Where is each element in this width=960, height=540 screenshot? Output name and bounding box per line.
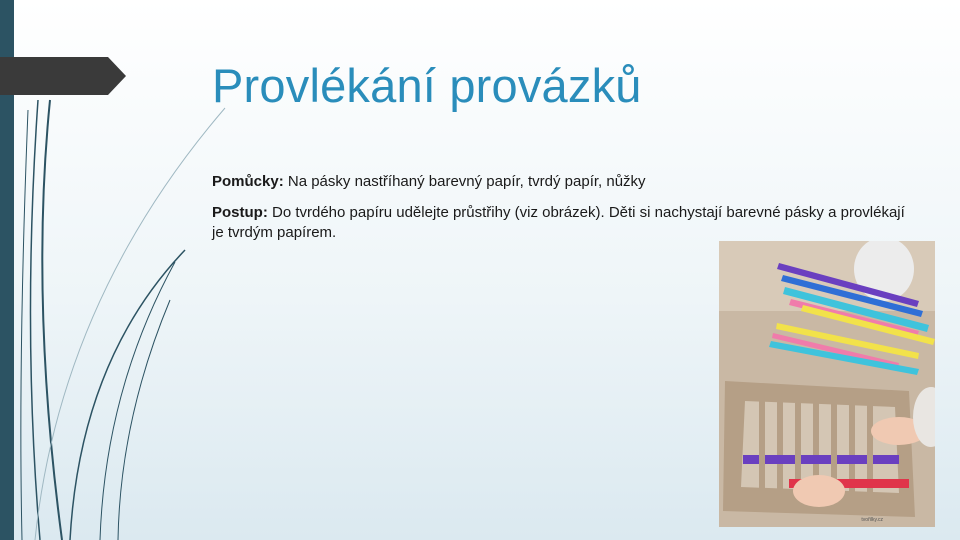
arrow-tab-shape <box>0 57 126 95</box>
procedure-paragraph <box>212 203 912 243</box>
weaving-photo-illustration <box>719 241 935 527</box>
procedure-label: Postup: <box>212 204 268 221</box>
photo-credit: tvořilky.cz <box>861 517 883 523</box>
weaving-craft-photo <box>719 241 935 527</box>
tools-label: Pomůcky: <box>212 173 284 190</box>
tools-paragraph <box>212 172 912 192</box>
procedure-text: Do tvrdého papíru udělejte průstřihy (viz obrázek). Děti si nachystají barevné pásky a provlékají je tvrdým papírem. <box>212 204 905 241</box>
slide-title: Provlékání provázků <box>212 59 642 112</box>
tools-text: Na pásky nastříhaný barevný papír, tvrdý papír, nůžky <box>283 173 646 190</box>
